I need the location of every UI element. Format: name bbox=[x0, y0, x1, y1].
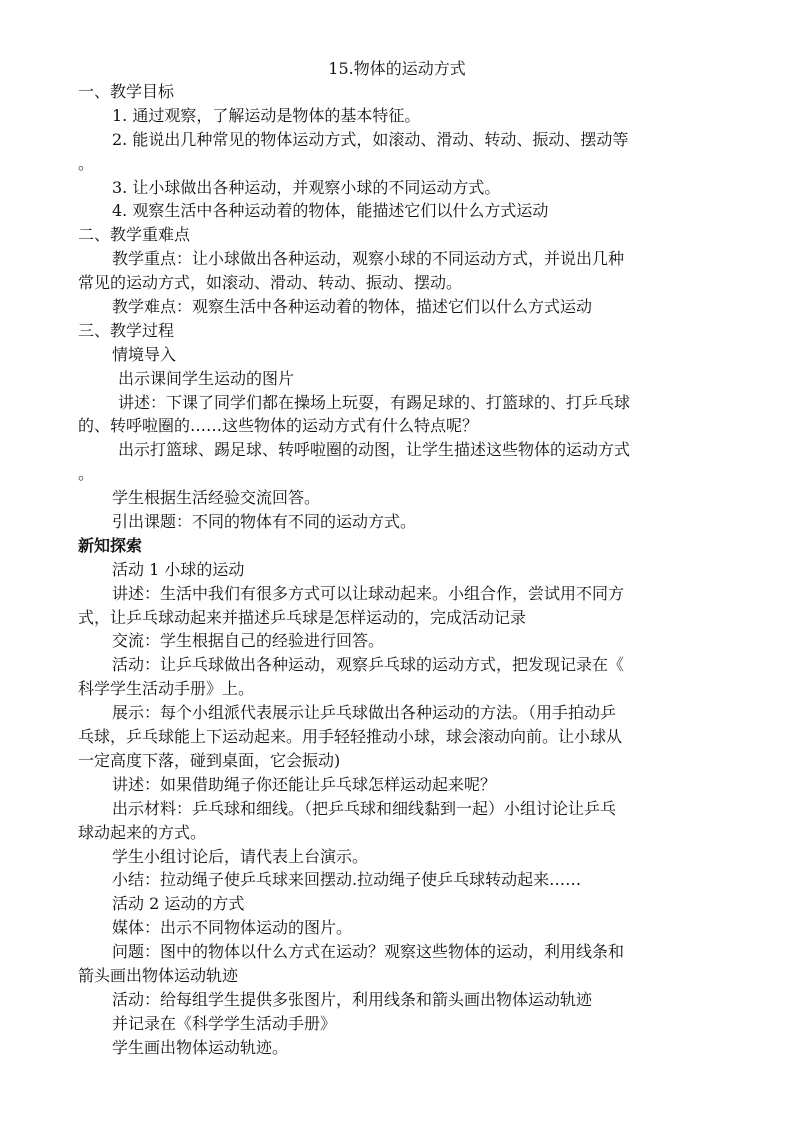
text-line: 活动：让乒乓球做出各种运动，观察乒乓球的运动方式，把发现记录在《 bbox=[112, 655, 625, 675]
text-line: 引出课题：不同的物体有不同的运动方式。 bbox=[112, 512, 417, 532]
text-line: 学生根据生活经验交流回答。 bbox=[112, 488, 321, 508]
text-line: 讲述：如果借助绳子你还能让乒乓球怎样运动起来呢？ bbox=[112, 774, 497, 794]
text-line: 交流：学生根据自己的经验进行回答。 bbox=[112, 631, 385, 651]
text-line: 4. 观察生活中各种运动着的物体，能描述它们以什么方式运动 bbox=[112, 201, 549, 221]
text-line: 讲述：生活中我们有很多方式可以让球动起来。小组合作，尝试用不同方 bbox=[112, 583, 625, 603]
text-line: 2. 能说出几种常见的物体运动方式，如滚动、滑动、转动、振动、摆动等 bbox=[112, 129, 629, 149]
text-line: 并记录在《科学学生活动手册》 bbox=[112, 1013, 337, 1033]
text-line: 学生小组讨论后，请代表上台演示。 bbox=[112, 846, 369, 866]
text-line: 教学重点：让小球做出各种运动，观察小球的不同运动方式，并说出几种 bbox=[112, 249, 625, 269]
text-line: 。 bbox=[78, 153, 95, 173]
text-line: 活动 2 运动的方式 bbox=[112, 894, 245, 914]
text-line: 活动 1 小球的运动 bbox=[112, 559, 245, 579]
text-line: 。 bbox=[78, 464, 95, 484]
text-line: 学生画出物体运动轨迹。 bbox=[112, 1037, 289, 1057]
section-heading: 新知探索 bbox=[78, 535, 143, 555]
text-line: 一、教学目标 bbox=[78, 82, 175, 101]
text-line: 乓球，乒乓球能上下运动起来。用手轻轻推动小球，球会滚动向前。让小球从 bbox=[78, 727, 623, 747]
text-line: 媒体：出示不同物体运动的图片。 bbox=[112, 918, 353, 938]
text-line: 一定高度下落，碰到桌面，它会振动) bbox=[78, 750, 341, 770]
text-line: 出示打篮球、踢足球、转呼啦圈的动图，让学生描述这些物体的运动方式 bbox=[118, 440, 631, 460]
text-line: 箭头画出物体运动轨迹 bbox=[78, 965, 239, 985]
text-line: 的、转呼啦圈的……这些物体的运动方式有什么特点呢？ bbox=[78, 416, 479, 436]
text-line: 讲述：下课了同学们都在操场上玩耍，有踢足球的、打篮球的、打乒乓球 bbox=[118, 392, 631, 412]
text-line: 出示课间学生运动的图片 bbox=[118, 368, 295, 388]
text-line: 式，让乒乓球动起来并描述乒乓球是怎样运动的，完成活动记录 bbox=[78, 607, 527, 627]
text-line: 科学学生活动手册》上。 bbox=[78, 679, 255, 699]
text-line: 教学难点：观察生活中各种运动着的物体，描述它们以什么方式运动 bbox=[112, 297, 593, 317]
text-line: 展示：每个小组派代表展示让乒乓球做出各种运动的方法。（用手拍动乒 bbox=[112, 703, 617, 723]
text-line: 小结：拉动绳子使乒乓球来回摆动.拉动绳子使乒乓球转动起来…… bbox=[112, 870, 582, 890]
text-line: 问题：图中的物体以什么方式在运动？观察这些物体的运动，利用线条和 bbox=[112, 942, 625, 962]
text-line: 活动：给每组学生提供多张图片，利用线条和箭头画出物体运动轨迹 bbox=[112, 989, 593, 1009]
text-line: 常见的运动方式，如滚动、滑动、转动、振动、摆动。 bbox=[78, 273, 463, 293]
text-line: 3. 让小球做出各种运动，并观察小球的不同运动方式。 bbox=[112, 177, 501, 197]
page-title: 15.物体的运动方式 bbox=[328, 59, 466, 78]
text-line: 三、教学过程 bbox=[78, 320, 175, 340]
text-line: 1. 通过观察，了解运动是物体的基本特征。 bbox=[112, 105, 421, 125]
document-body bbox=[78, 80, 718, 1060]
text-line: 出示材料：乒乓球和细线。（把乒乓球和细线黏到一起）小组讨论让乒乓 bbox=[112, 798, 617, 818]
text-line: 球动起来的方式。 bbox=[78, 822, 207, 842]
text-line: 二、教学重难点 bbox=[78, 225, 191, 245]
text-line: 情境导入 bbox=[112, 344, 177, 364]
